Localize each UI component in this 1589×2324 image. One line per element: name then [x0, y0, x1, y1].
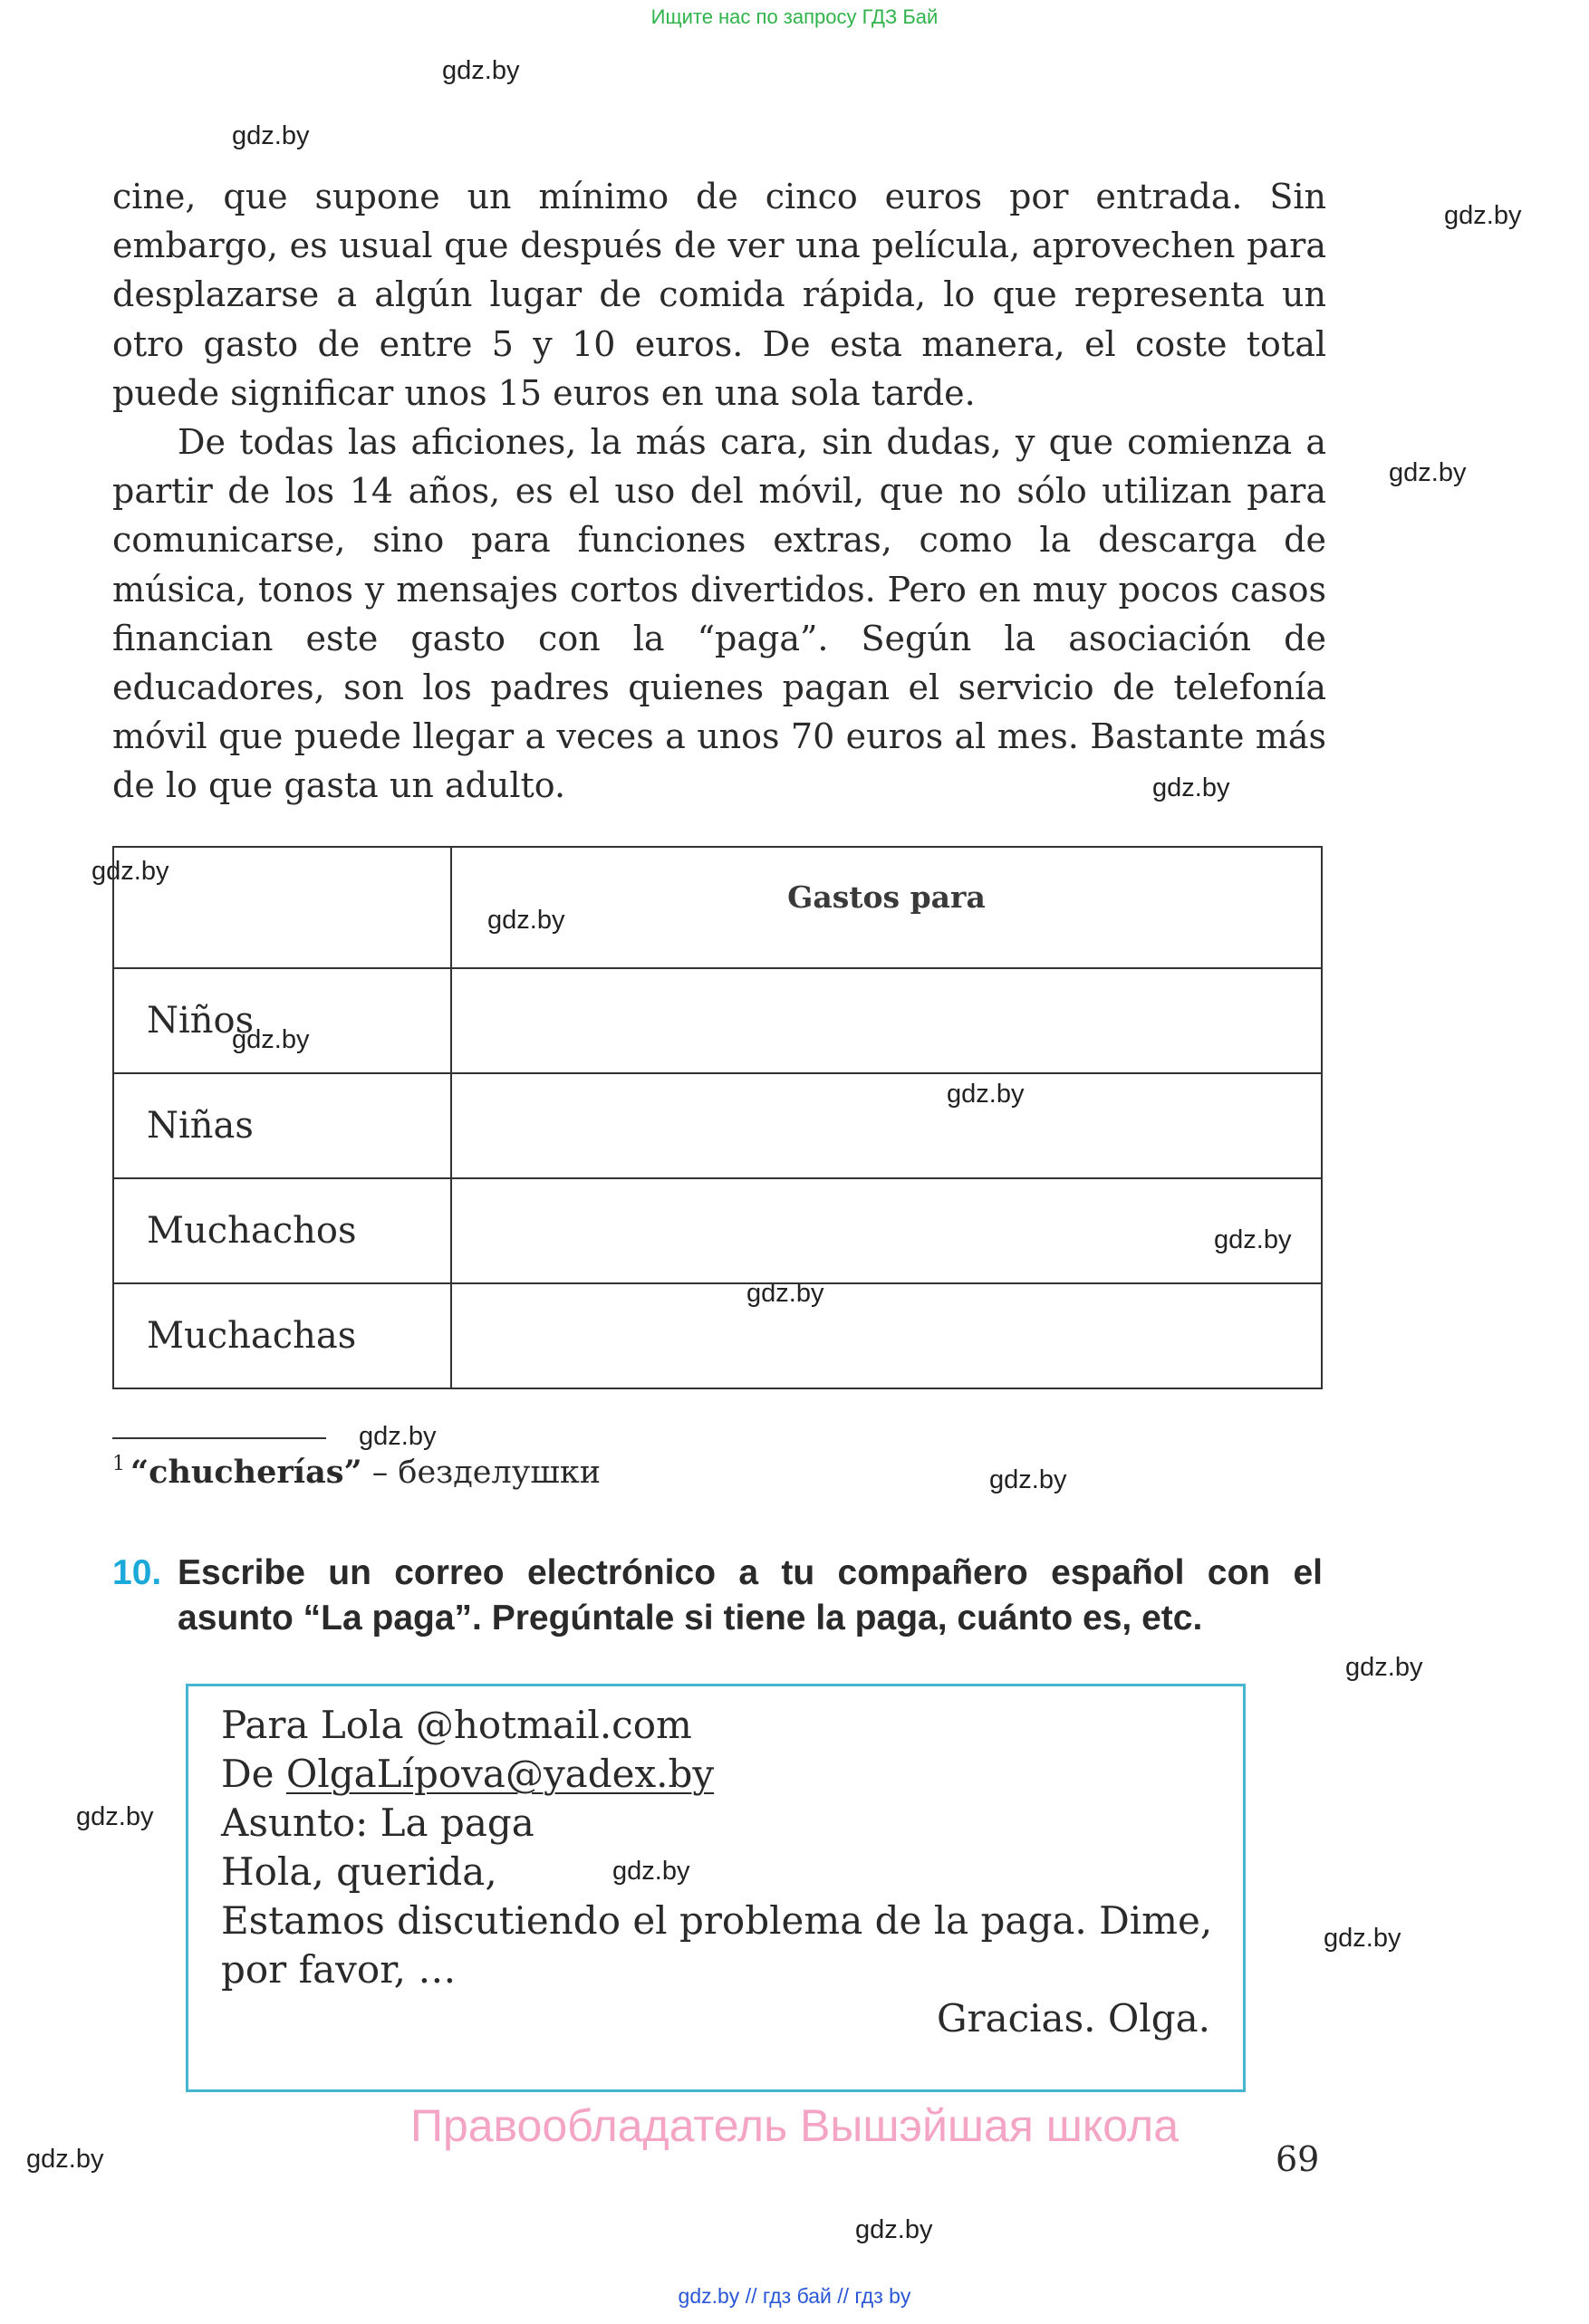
watermark: gdz.by	[359, 1422, 437, 1451]
watermark: gdz.by	[989, 1465, 1067, 1494]
answer-cell[interactable]	[451, 1178, 1322, 1283]
watermark: gdz.by	[91, 857, 169, 886]
answer-cell[interactable]	[451, 968, 1322, 1073]
watermark: gdz.by	[855, 2215, 933, 2244]
top-banner[interactable]: Ищите нас по запросу ГДЗ Бай	[650, 5, 939, 28]
watermark: gdz.by	[746, 1279, 824, 1308]
row-label: Muchachas	[113, 1283, 451, 1388]
footnote-definition: – безделушки	[361, 1455, 602, 1491]
email-from	[221, 1752, 714, 1796]
table-row	[113, 1073, 1322, 1178]
table-corner-cell	[113, 847, 451, 968]
footnote	[112, 1453, 601, 1491]
email-subject: Asunto: La paga	[221, 1801, 534, 1845]
watermark: gdz.by	[947, 1080, 1025, 1109]
watermark: gdz.by	[1214, 1225, 1292, 1254]
watermark: gdz.by	[232, 1025, 310, 1054]
row-label: Niñas	[113, 1073, 451, 1178]
email-body-line: Estamos discutiendo el problema de la paga. Dime,	[221, 1898, 1213, 1943]
watermark: gdz.by	[1389, 458, 1467, 487]
watermark: gdz.by	[1324, 1924, 1401, 1953]
email-to: Para Lola @hotmail.com	[221, 1703, 692, 1747]
table-row	[113, 968, 1322, 1073]
page-number: 69	[1276, 2139, 1320, 2179]
table-header-row	[113, 847, 1322, 968]
watermark: gdz.by	[232, 121, 310, 150]
table-row	[113, 1178, 1322, 1283]
watermark: gdz.by	[76, 1802, 154, 1831]
exercise-number: 10.	[112, 1553, 162, 1592]
watermark: gdz.by	[26, 2145, 104, 2174]
row-label: Muchachos	[113, 1178, 451, 1283]
email-box	[186, 1684, 1246, 2092]
bottom-links[interactable]: gdz.by // гдз бай // гдз by	[678, 2284, 911, 2308]
watermark: gdz.by	[442, 56, 520, 85]
table-row	[113, 1283, 1322, 1388]
body-text	[112, 172, 1326, 811]
paragraph: De todas las aficiones, la más cara, sin dudas, y que comienza a partir de los 14 años, es el uso del móvil, que no sólo utilizan para comunicarse, sino para funciones extras, como la descarga de música, tonos y mensajes cortos divertidos. Pero en muy pocos casos financian este gasto con la “paga”. Según la asociación de educadores, son los padres quienes pagan el servicio de telefonía móvil que puede llegar a veces a unos 70 euros al mes. Bastante más de lo que gasta un adulto.	[112, 422, 1326, 806]
footnote-term: “chucherías”	[130, 1454, 362, 1491]
email-from-label: De	[221, 1752, 286, 1796]
answer-cell[interactable]	[451, 1073, 1322, 1178]
email-body-line: por favor, …	[221, 1947, 457, 1992]
table-header: Gastos para	[451, 847, 1322, 968]
row-label: Niños	[113, 968, 451, 1073]
watermark: gdz.by	[1152, 773, 1230, 802]
paragraph: cine, que supone un mínimo de cinco euros por entrada. Sin embargo, es usual que después de ver una película, aprovechen para desplazarse a algún lugar de comida rápida, lo que representa un otro gasto de entre 5 y 10 euros. De esta manera, el coste total puede significar unos 15 euros en una sola tarde.	[112, 177, 1326, 413]
exercise-text: Escribe un correo electrónico a tu compañero español con el asunto “La paga”. Pregúntale si tiene la paga, cuánto es, etc.	[178, 1553, 1323, 1637]
email-signature: Gracias. Olga.	[936, 1996, 1210, 2041]
copyright-notice: Правообладатель Вышэйшая школа	[410, 2100, 1179, 2151]
email-greeting: Hola, querida,	[221, 1849, 497, 1894]
watermark: gdz.by	[1444, 201, 1522, 230]
email-from-address[interactable]: OlgaLípova@yadex.by	[285, 1752, 715, 1796]
exercise	[112, 1551, 1323, 1641]
footnote-mark: 1	[112, 1453, 125, 1475]
footnote-rule	[112, 1437, 326, 1439]
expenses-table	[112, 846, 1323, 1389]
answer-cell[interactable]	[451, 1283, 1322, 1388]
watermark: gdz.by	[1345, 1653, 1423, 1682]
watermark: gdz.by	[612, 1857, 690, 1886]
watermark: gdz.by	[487, 906, 565, 935]
